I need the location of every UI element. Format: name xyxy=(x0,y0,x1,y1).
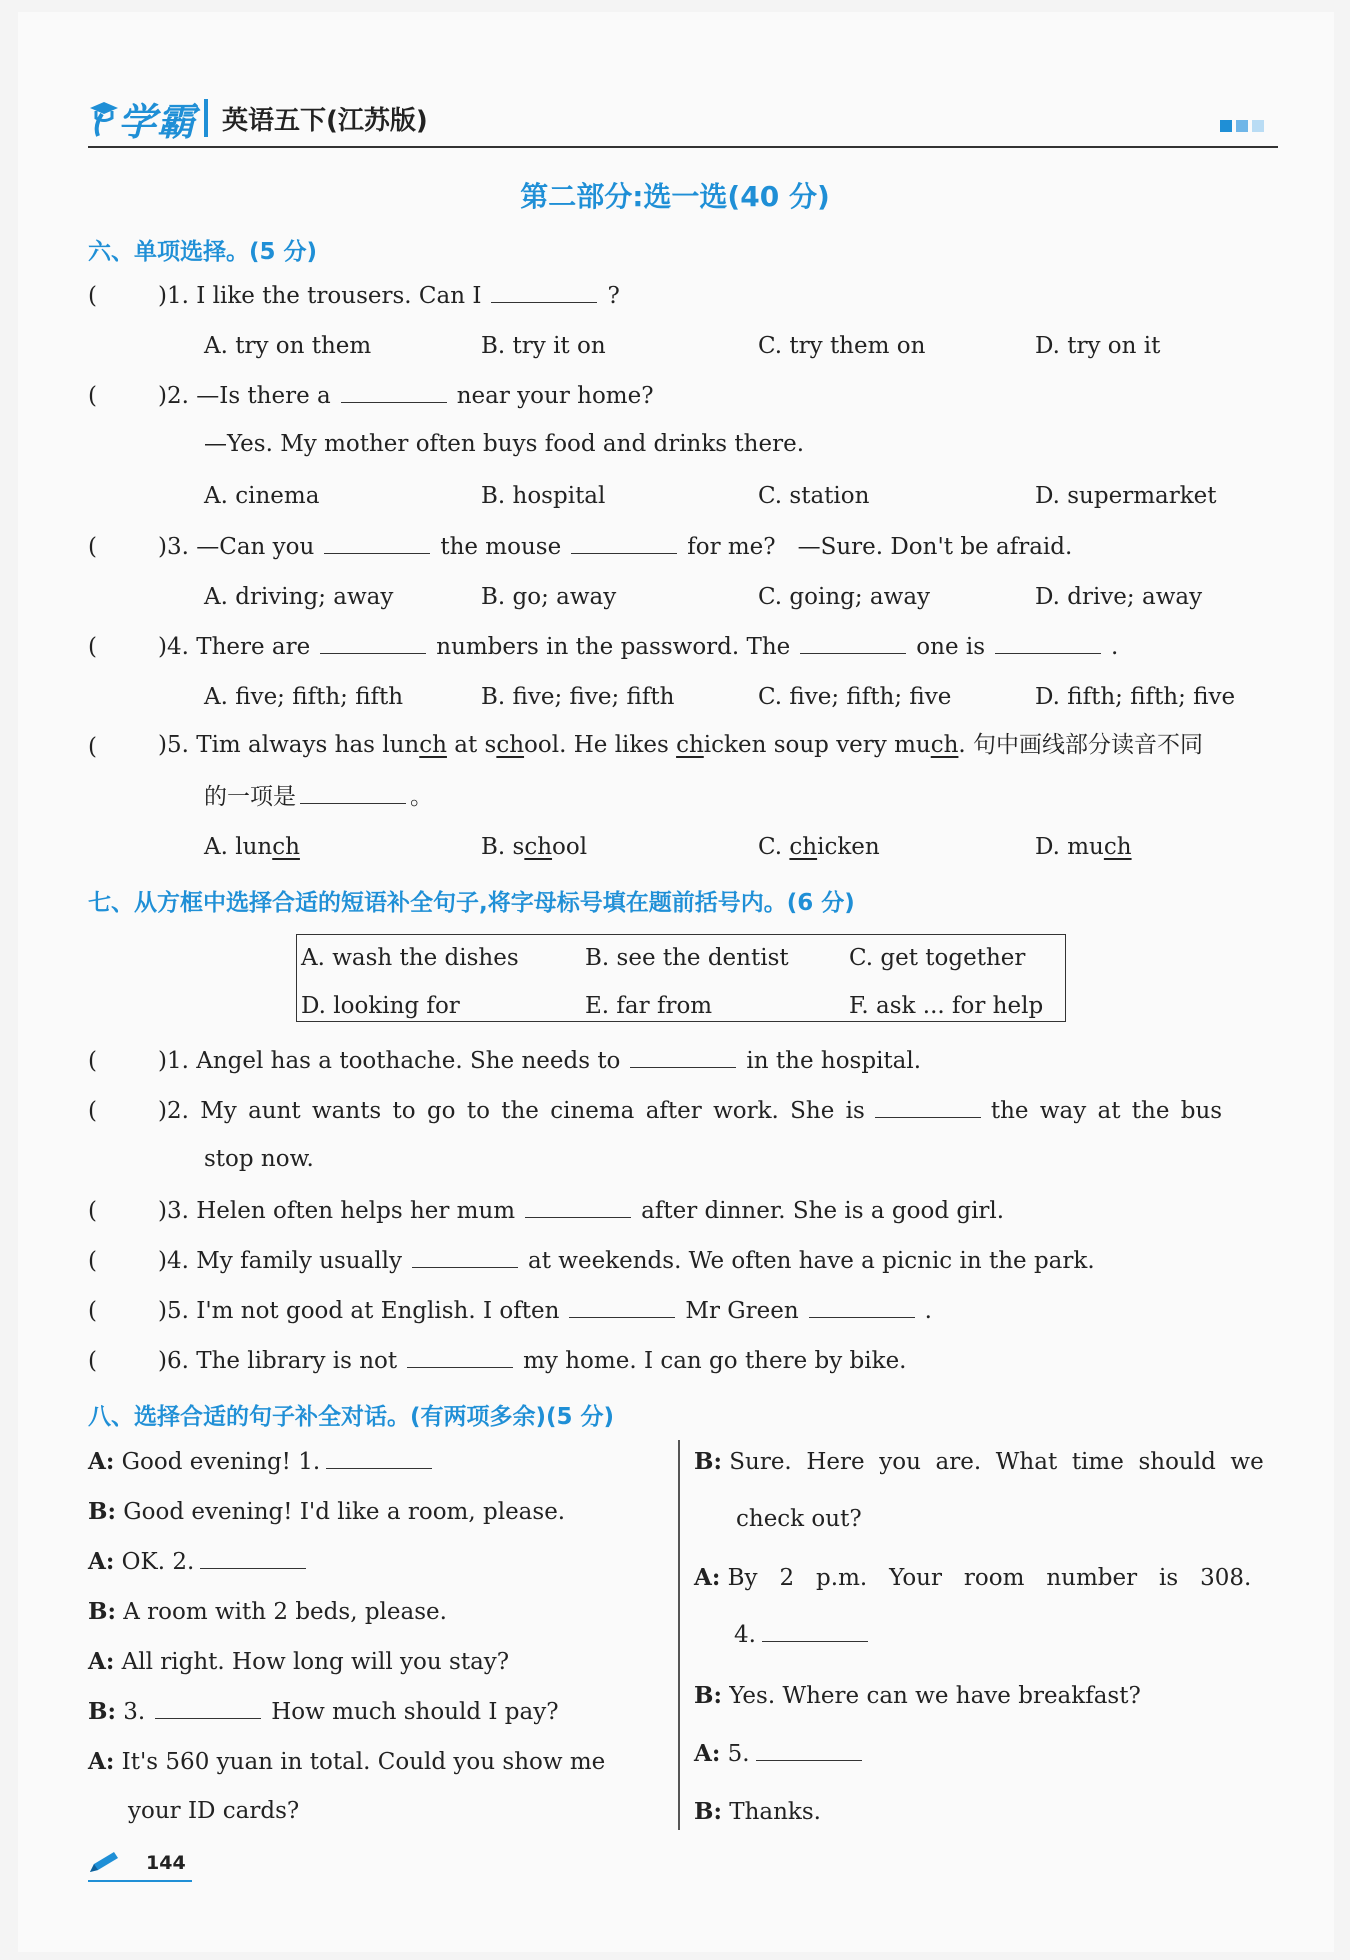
answer-blank[interactable] xyxy=(155,1699,261,1719)
dialogue-line: B: Good evening! I'd like a room, please. xyxy=(88,1498,566,1525)
answer-paren[interactable]: ( xyxy=(88,534,97,560)
question-6-1: )1. I like the trousers. Can I ? xyxy=(158,283,620,309)
question-7-2: )2. My aunt wants to go to the cinema after work. She is the way at the bus xyxy=(158,1098,1223,1124)
option-a: A. try on them xyxy=(204,333,372,359)
option-d: D. supermarket xyxy=(1035,483,1217,509)
question-7-4: )4. My family usually at weekends. We often have a picnic in the park. xyxy=(158,1248,1095,1274)
answer-paren[interactable]: ( xyxy=(88,1348,97,1374)
answer-blank[interactable] xyxy=(324,534,430,554)
footer-rule xyxy=(88,1880,192,1882)
answer-paren[interactable]: ( xyxy=(88,383,97,409)
answer-paren[interactable]: ( xyxy=(88,1298,97,1324)
question-6-5: )5. Tim always has lunch at school. He likes chicken soup very much. 句中画线部分读音不同 xyxy=(158,732,1204,758)
logo xyxy=(88,92,428,144)
phrase-c: C. get together xyxy=(849,945,1026,971)
answer-blank[interactable] xyxy=(875,1098,981,1118)
option-d: D. try on it xyxy=(1035,333,1161,359)
dialogue-line: your ID cards? xyxy=(128,1798,300,1824)
dialogue-line: A: All right. How long will you stay? xyxy=(88,1648,510,1675)
answer-blank[interactable] xyxy=(756,1741,862,1761)
answer-paren[interactable]: ( xyxy=(88,1198,97,1224)
header-decoration xyxy=(1220,120,1264,132)
dialogue-line: B: A room with 2 beds, please. xyxy=(88,1598,447,1625)
part-title: 第二部分:选一选(40 分) xyxy=(520,180,830,213)
dialogue-line: 4. xyxy=(734,1622,878,1648)
option-b: B. try it on xyxy=(481,333,606,359)
question-6-5-line2: 的一项是 。 xyxy=(204,784,433,810)
answer-paren[interactable]: ( xyxy=(88,1248,97,1274)
option-b: B. school xyxy=(481,834,588,860)
answer-blank[interactable] xyxy=(491,283,597,303)
dialogue-line: B: Yes. Where can we have breakfast? xyxy=(694,1682,1141,1709)
phrase-e: E. far from xyxy=(585,993,713,1019)
answer-blank[interactable] xyxy=(762,1622,868,1642)
dialogue-line: A: Good evening! 1. xyxy=(88,1448,442,1475)
logo-divider xyxy=(204,99,208,137)
option-c: C. try them on xyxy=(758,333,926,359)
dialogue-line: A: By 2 p.m. Your room number is 308. xyxy=(694,1564,1252,1591)
page-number: 144 xyxy=(146,1852,186,1874)
option-c: C. going; away xyxy=(758,584,931,610)
logo-text: 学霸 xyxy=(118,99,197,144)
section-7-title: 七、从方框中选择合适的短语补全句子,将字母标号填在题前括号内。(6 分) xyxy=(88,890,855,916)
dialogue-line: B: Thanks. xyxy=(694,1798,821,1825)
answer-blank[interactable] xyxy=(412,1248,518,1268)
question-7-5: )5. I'm not good at English. I often Mr Green . xyxy=(158,1298,932,1324)
dialogue-line: check out? xyxy=(736,1506,862,1532)
answer-blank[interactable] xyxy=(341,383,447,403)
answer-blank[interactable] xyxy=(809,1298,915,1318)
question-6-3: )3. —Can you the mouse for me? —Sure. Don't be afraid. xyxy=(158,534,1073,560)
option-c: C. station xyxy=(758,483,870,509)
graduation-cap-icon xyxy=(88,98,118,138)
question-6-2-reply: —Yes. My mother often buys food and drinks there. xyxy=(204,431,805,457)
answer-blank[interactable] xyxy=(525,1198,631,1218)
phrase-b: B. see the dentist xyxy=(585,945,789,971)
answer-blank[interactable] xyxy=(569,1298,675,1318)
question-7-1: )1. Angel has a toothache. She needs to in the hospital. xyxy=(158,1048,922,1074)
option-d: D. fifth; fifth; five xyxy=(1035,684,1236,710)
question-7-6: )6. The library is not my home. I can go there by bike. xyxy=(158,1348,907,1374)
option-a: A. driving; away xyxy=(204,584,394,610)
answer-paren[interactable]: ( xyxy=(88,734,97,760)
section-6-title: 六、单项选择。(5 分) xyxy=(88,239,318,265)
option-a: A. cinema xyxy=(204,483,320,509)
answer-paren[interactable]: ( xyxy=(88,634,97,660)
answer-blank[interactable] xyxy=(320,634,426,654)
answer-blank[interactable] xyxy=(300,784,406,804)
option-b: B. five; five; fifth xyxy=(481,684,675,710)
option-a: A. five; fifth; fifth xyxy=(204,684,404,710)
dialogue-line: A: 5. xyxy=(694,1740,872,1767)
dialogue-line: A: It's 560 yuan in total. Could you show me xyxy=(88,1748,606,1775)
question-7-2-line2: stop now. xyxy=(204,1146,314,1172)
answer-paren[interactable]: ( xyxy=(88,1048,97,1074)
dialogue-line: B: 3. How much should I pay? xyxy=(88,1698,559,1725)
question-6-4: )4. There are numbers in the password. The one is . xyxy=(158,634,1119,660)
page-header xyxy=(88,92,1278,152)
answer-paren[interactable]: ( xyxy=(88,283,97,309)
phrase-a: A. wash the dishes xyxy=(301,945,519,971)
question-7-3: )3. Helen often helps her mum after dinner. She is a good girl. xyxy=(158,1198,1005,1224)
option-d: D. drive; away xyxy=(1035,584,1203,610)
answer-blank[interactable] xyxy=(326,1449,432,1469)
option-b: B. hospital xyxy=(481,483,606,509)
answer-blank[interactable] xyxy=(571,534,677,554)
phrase-d: D. looking for xyxy=(301,993,460,1019)
dialogue-line: B: Sure. Here you are. What time should we xyxy=(694,1448,1264,1475)
answer-blank[interactable] xyxy=(800,634,906,654)
answer-blank[interactable] xyxy=(630,1048,736,1068)
phrase-box xyxy=(296,934,1066,1022)
pencil-icon xyxy=(88,1850,122,1876)
option-c: C. five; fifth; five xyxy=(758,684,952,710)
header-rule xyxy=(88,146,1278,148)
question-6-2: )2. —Is there a near your home? xyxy=(158,383,654,409)
column-divider xyxy=(678,1440,680,1830)
answer-paren[interactable]: ( xyxy=(88,1098,97,1124)
phrase-f: F. ask ... for help xyxy=(849,993,1044,1019)
section-8-title: 八、选择合适的句子补全对话。(有两项多余)(5 分) xyxy=(88,1404,615,1430)
answer-blank[interactable] xyxy=(995,634,1101,654)
option-a: A. lunch xyxy=(204,834,300,860)
book-title: 英语五下(江苏版) xyxy=(222,105,428,136)
answer-blank[interactable] xyxy=(200,1549,306,1569)
answer-blank[interactable] xyxy=(407,1348,513,1368)
option-c: C. chicken xyxy=(758,834,880,860)
option-b: B. go; away xyxy=(481,584,617,610)
option-d: D. much xyxy=(1035,834,1132,860)
dialogue-line: A: OK. 2. xyxy=(88,1548,316,1575)
